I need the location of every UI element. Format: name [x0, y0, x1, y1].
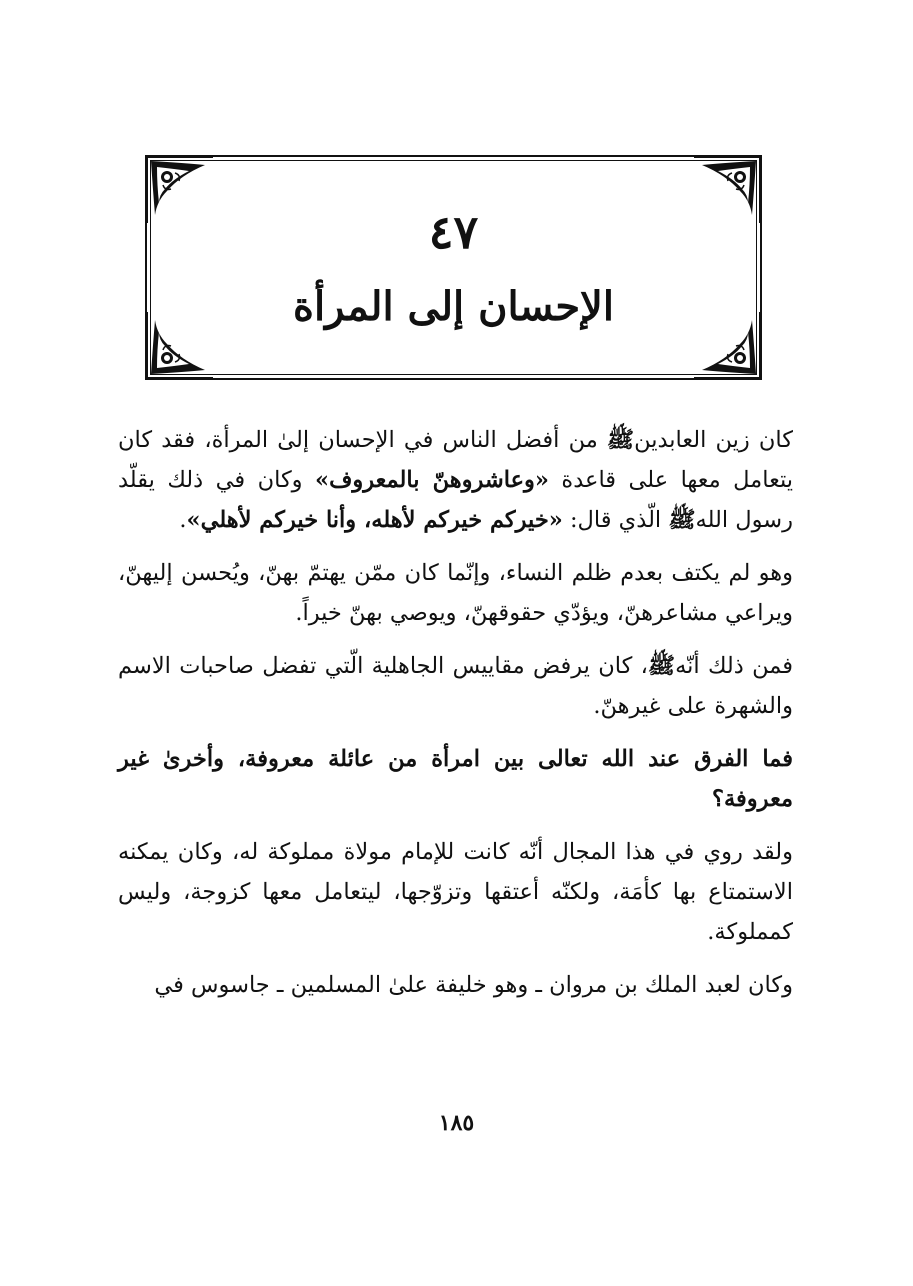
paragraph-6: وكان لعبد الملك بن مروان ـ وهو خليفة علىٰ المسلمين ـ جاسوس في — [154, 972, 793, 998]
paragraph-5: ولقد روي في هذا المجال أنّه كانت للإمام مولاة مملوكة له، وكان يمكنه الاستمتاع بها كأمَة، ولكنّه أعتقها وتزوّجها، ليتعامل معها كزوجة، وليس كمملوكة. — [118, 839, 793, 945]
text-span: الّذي قال: — [562, 507, 669, 533]
honorific-mark: ﷺ — [647, 653, 676, 679]
paragraph-4: فما الفرق عند الله تعالى بين امرأة من عائلة معروفة، وأخرىٰ غير معروفة؟ — [118, 746, 793, 812]
text-span: كان زين العابدين — [634, 427, 793, 453]
text-span: ، كان يرفض مقاييس الجاهلية الّتي تفضل صاحبات الاسم والشهرة على غيرهنّ. — [118, 653, 793, 719]
text-span: من أفضل الناس في الإحسان إلىٰ المرأة، فقد كان يتعامل معها على قاعدة — [118, 427, 793, 493]
quote-text: «وعاشروهنّ بالمعروف» — [315, 467, 549, 493]
honorific-mark: ﷺ — [606, 427, 635, 453]
text-span: فمن ذلك أنّه — [675, 653, 794, 679]
chapter-header-frame — [145, 155, 762, 380]
paragraph-2: وهو لم يكتف بعدم ظلم النساء، وإنّما كان ممّن يهتمّ بهنّ، ويُحسن إليهنّ، ويراعي مشاعرهنّ، ويؤدّي حقوقهنّ، ويوصي بهنّ خيراً. — [118, 560, 793, 626]
text-span: وكان في ذلك يقلّد رسول الله — [118, 467, 793, 533]
chapter-number: ٤٧ — [428, 205, 479, 259]
text-span: . — [179, 507, 187, 533]
paragraph-3 — [118, 646, 793, 726]
page-number: ١٨٥ — [438, 1110, 475, 1136]
paragraph-1 — [118, 420, 793, 540]
chapter-body — [118, 420, 793, 1018]
hadith-quote: «خيركم خيركم لأهله، وأنا خيركم لأهلي» — [186, 507, 563, 533]
honorific-mark: ﷺ — [668, 507, 696, 533]
chapter-title: الإحسان إلى المرأة — [293, 283, 614, 330]
